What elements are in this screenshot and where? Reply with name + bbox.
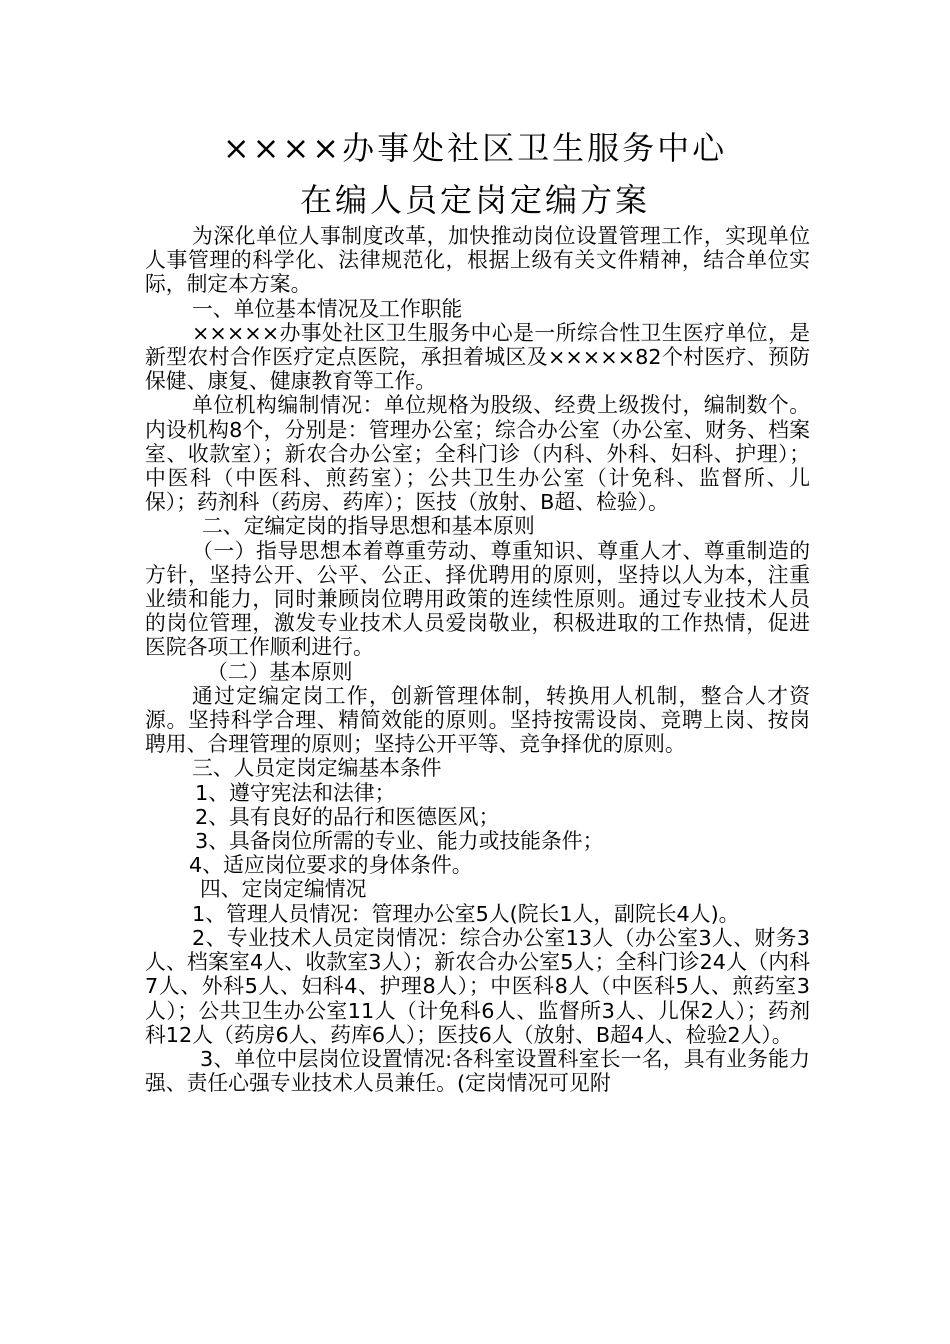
document-title-line2: 在编人员定岗定编方案: [299, 181, 650, 219]
section-heading-4: 四、定岗定编情况: [200, 877, 367, 902]
condition-item-1: 1、遵守宪法和法律；: [195, 780, 396, 805]
section-heading-3: 三、人员定岗定编基本条件: [192, 756, 442, 781]
document-title-line1: ××××办事处社区卫生服务中心: [222, 129, 728, 167]
paragraph-management-staff: 1、管理人员情况：管理办公室5人(院长1人，副院长4人)。: [192, 901, 740, 926]
document-body: [145, 224, 810, 1095]
paragraph-org-structure: 单位机构编制情况：单位规格为股级、经费上级拨付，编制数个。内设机构8个，分别是：管理办公室；综合办公室（办公室、财务、档案室、收款室）；新农合办公室；全科门诊（内科、外科、妇科、护理）；中医科（中医科、煎药室）；公共卫生办公室（计免科、监督所、儿保）；药剂科（药房、药库）；医技（放射、B超、检验）。: [145, 393, 810, 515]
paragraph-unit-intro: ×××××办事处社区卫生服务中心是一所综合性卫生医疗单位，是新型农村合作医疗定点医院，承担着城区及×××××82个村医疗、预防保健、康复、健康教育等工作。: [145, 320, 810, 394]
section-heading-1: 一、单位基本情况及工作职能: [192, 296, 463, 321]
condition-item-2: 2、具有良好的品行和医德医风；: [195, 804, 500, 829]
paragraph-basic-principles: 通过定编定岗工作，创新管理体制，转换用人机制，整合人才资源。坚持科学合理、精简效能的原则。坚持按需设岗、竞聘上岗、按岗聘用、合理管理的原则；坚持公开平等、竞争择优的原则。: [145, 683, 810, 757]
paragraph-technical-staff: 2、专业技术人员定岗情况：综合办公室13人（办公室3人、财务3人、档案室4人、收款室3人）；新农合办公室5人；全科门诊24人（内科7人、外科5人、妇科4、护理8人）；中医科8人（中医科5人、煎药室3人）；公共卫生办公室11人（计免科6人、监督所3人、儿保2人）；药剂科12人（药房6人、药库6人）；医技6人（放射、B超4人、检验2人）。: [145, 925, 810, 1047]
paragraph-middle-positions: 3、单位中层岗位设置情况:各科室设置科室长一名，具有业务能力强、责任心强专业技术人员兼任。(定岗情况可见附: [145, 1046, 810, 1096]
subsection-heading-basic-principles: （二）基本原则: [207, 659, 353, 684]
paragraph-intro: 为深化单位人事制度改革，加快推动岗位设置管理工作，实现单位人事管理的科学化、法律规范化，根据上级有关文件精神，结合单位实际，制定本方案。: [145, 224, 810, 297]
condition-item-3: 3、具备岗位所需的专业、能力或技能条件；: [195, 829, 604, 854]
paragraph-guiding-ideology: （一）指导思想本着尊重劳动、尊重知识、尊重人才、尊重制造的方针，坚持公开、公平、公正、择优聘用的原则，坚持以人为本，注重业绩和能力，同时兼顾岗位聘用政策的连续性原则。通过专业技术人员的岗位管理，激发专业技术人员爱岗敬业，积极进取的工作热情，促进医院各项工作顺利进行。: [145, 538, 810, 660]
section-heading-2: 二、定编定岗的指导思想和基本原则: [202, 514, 535, 539]
condition-item-4: 4、适应岗位要求的身体条件。: [189, 853, 473, 878]
